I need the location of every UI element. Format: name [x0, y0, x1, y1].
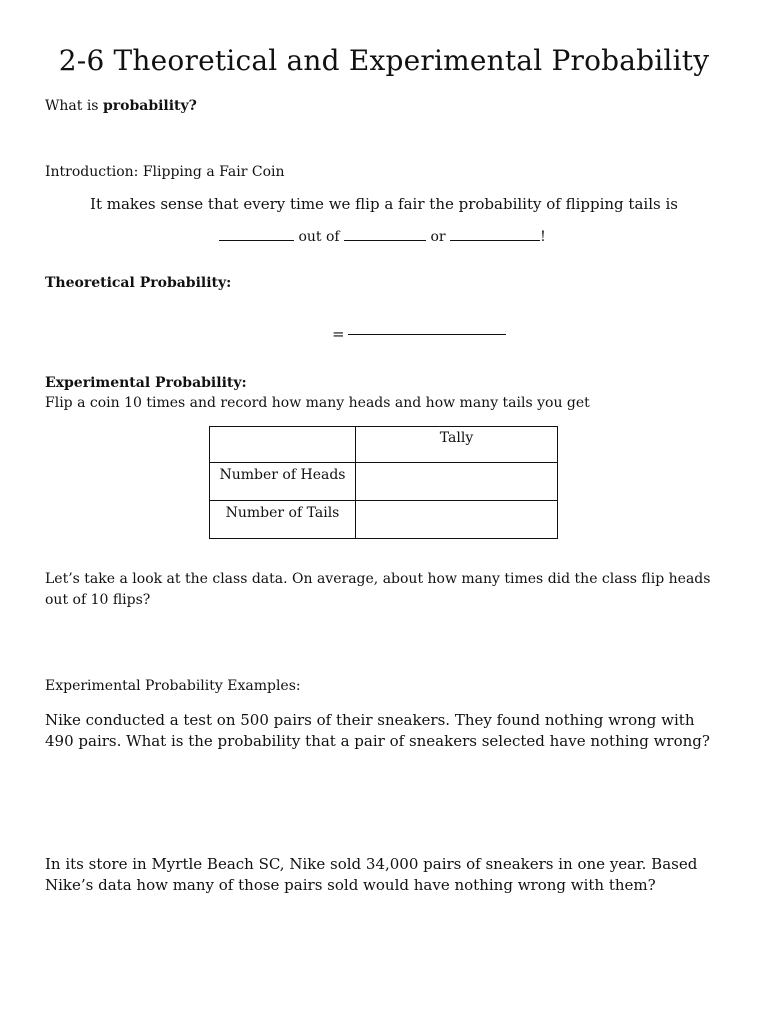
table-row	[210, 463, 558, 501]
equals-sign: =	[332, 325, 345, 343]
example-question-1: Nike conducted a test on 500 pairs of their sneakers. They found nothing wrong with 490 pairs. What is the probability that a pair of sneakers selected have nothing wrong?	[45, 711, 710, 750]
intro-sentence: It makes sense that every time we flip a fair the probability of flipping tails is	[90, 195, 678, 213]
experimental-heading: Experimental Probability:	[45, 375, 247, 391]
blank-2	[344, 228, 426, 241]
equals-blank-line	[348, 334, 506, 335]
tally-cell-tails[interactable]	[356, 501, 558, 539]
blank-1	[219, 228, 294, 241]
theoretical-heading: Theoretical Probability:	[45, 275, 232, 291]
intro-heading: Introduction: Flipping a Fair Coin	[45, 164, 285, 180]
page-title: 2-6 Theoretical and Experimental Probability	[58, 44, 710, 77]
example-question-2: In its store in Myrtle Beach SC, Nike sold 34,000 pairs of sneakers in one year. Based Nike’s data how many of those pairs sold would have nothing wrong with them?	[45, 855, 698, 894]
table-header-row	[210, 427, 558, 463]
row-label-tails: Number of Tails	[210, 501, 356, 539]
or-text: or	[430, 229, 446, 245]
row-label-heads: Number of Heads	[210, 463, 356, 501]
out-of-text: out of	[298, 229, 340, 245]
tally-table	[209, 426, 558, 539]
what-is-probability	[45, 98, 197, 114]
table-row	[210, 501, 558, 539]
experimental-instruction: Flip a coin 10 times and record how many heads and how many tails you get	[45, 395, 590, 411]
exclaim-text: !	[540, 229, 546, 245]
examples-heading: Experimental Probability Examples:	[45, 678, 301, 694]
what-is-prefix: What is	[45, 98, 103, 114]
blank-3	[450, 228, 540, 241]
probability-term: probability?	[102, 98, 197, 114]
table-header-tally: Tally	[356, 427, 558, 463]
table-header-blank	[210, 427, 356, 463]
class-data-question: Let’s take a look at the class data. On average, about how many times did the class flip heads out of 10 flips?	[45, 571, 711, 608]
intro-fill-line	[219, 228, 546, 245]
tally-cell-heads[interactable]	[356, 463, 558, 501]
